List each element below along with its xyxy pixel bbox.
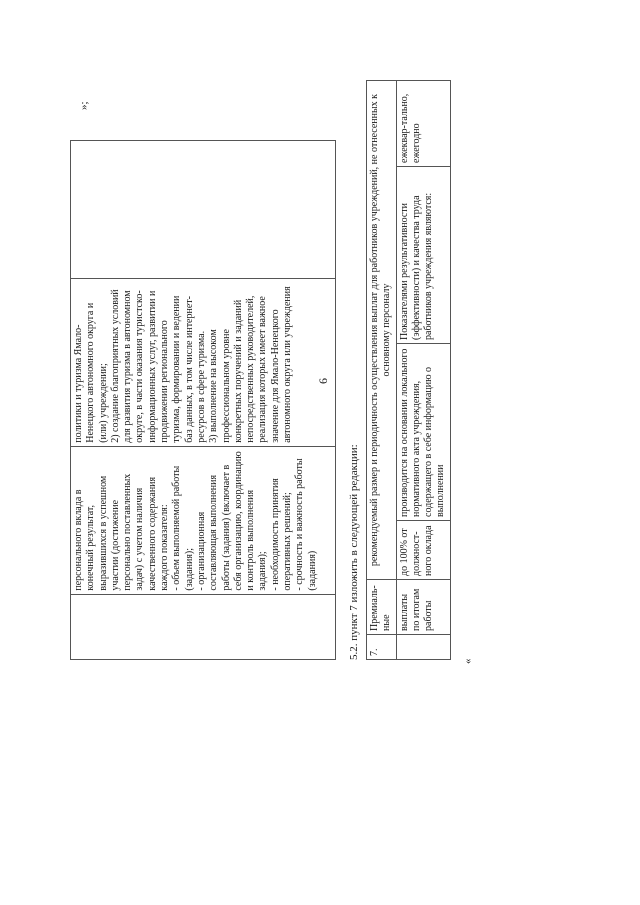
performance-indicators: Показателями результативности (эффективности) и качества труда работников учреждения являются: xyxy=(396,167,450,344)
section-header: рекомендуемый размер и периодичность осуществления выплат для работников учреждений, не отнесенных к основному персоналу xyxy=(367,81,397,580)
payment-size: до 100% от должност-ного оклада xyxy=(396,521,450,580)
table-cell-indicators: политики и туризма Ямало-Ненецкого автономного округа и (или) учреждении; 2) создание благоприятных условий для развития туризма в автономном округе, в части оказания туристско-информационных услуг, развитии и продвижении регионального туризма, формировании и ведении баз данных, в том числе интернет-ресурсов в сфере туризма. 3) выполнение на высоком профессиональном уровне конкретных поручений и заданий непосредственных руководителей, реализация которых имеет важное значение для Ямало-Ненецкого автономного округа или учреждения xyxy=(71,278,336,446)
table-cell-empty xyxy=(71,594,336,659)
rotated-document xyxy=(70,80,570,700)
payment-name: выплаты по итогам работы xyxy=(396,580,450,635)
paragraph-5-2: 5.2. пункт 7 изложить в следующей редакции: xyxy=(348,444,360,660)
payment-period: ежеквар-тально, ежегодно xyxy=(396,81,450,167)
page-number: 6 xyxy=(316,378,330,384)
table-cell-criteria: персонального вклада в конечный результат, выразившихся в успешном участии (достижение персонально поставленных задач) с учетом наличия качественного содержания каждого показателя: - объем выполняемой работы (задания); - организационная составляющая выполнения работы (задания) (включает в себя организацию, координацию и контроль выполнения задания); - необходимость принятия оперативных решений; - срочность и важность работы (задания) xyxy=(71,446,336,594)
table-cell-empty xyxy=(396,635,450,660)
table-row xyxy=(396,81,450,660)
row-number: 7. xyxy=(367,635,397,660)
section-7-table xyxy=(366,80,451,660)
table-row xyxy=(367,81,397,660)
payment-type-label: Премиаль- ные xyxy=(367,580,397,635)
table-cell-empty xyxy=(71,141,336,279)
payment-basis: производится на основании локального нормативного акта учреждения, содержащего в себе информацию о выполнении xyxy=(396,344,450,521)
table-row xyxy=(71,141,336,660)
opening-quote: « xyxy=(462,658,474,664)
continuation-table xyxy=(70,140,336,660)
closing-quote: »; xyxy=(78,101,90,110)
